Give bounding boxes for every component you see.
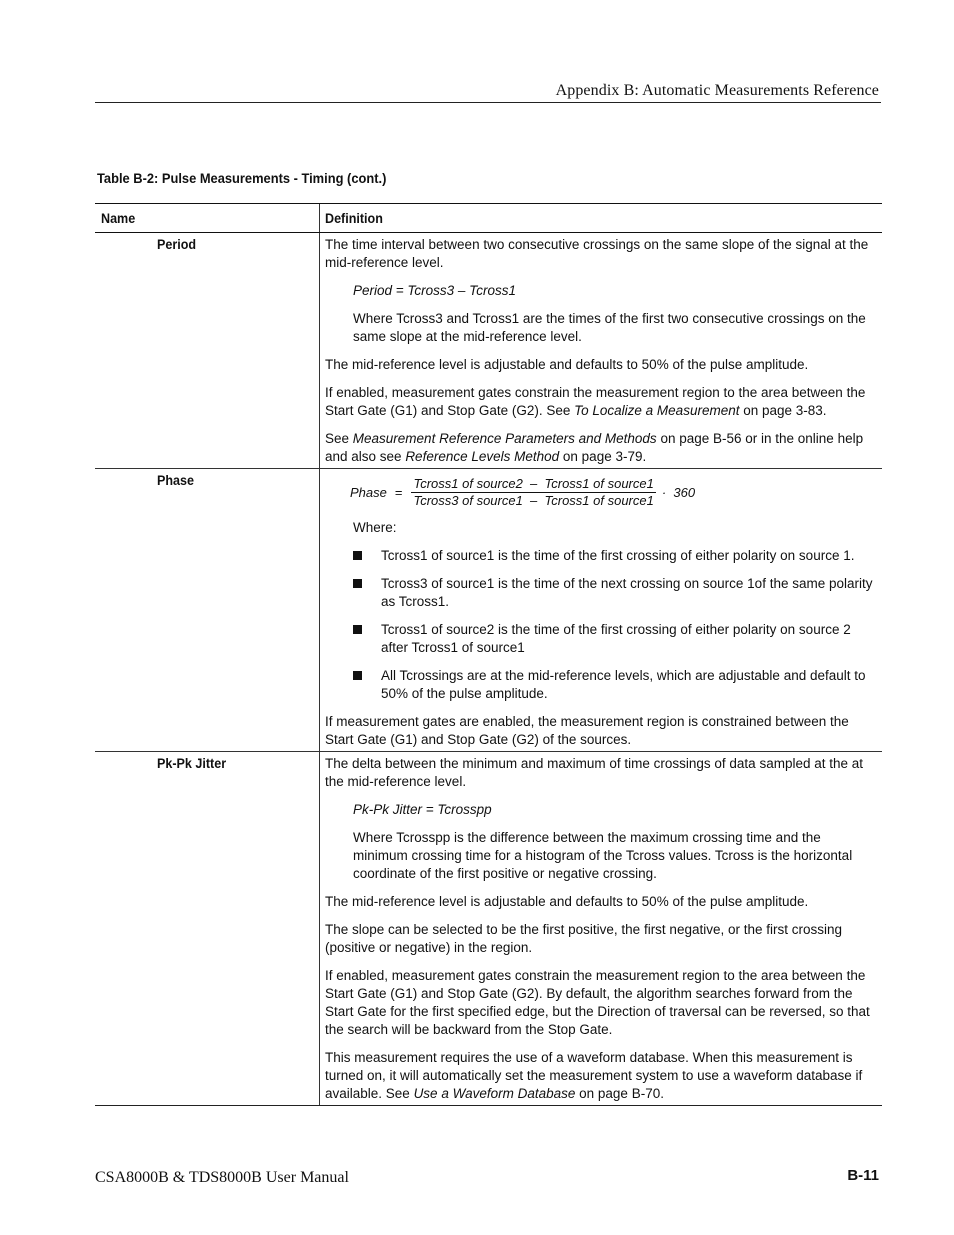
definition-text: See Measurement Reference Parameters and Methods on page B-56 or in the online help and also see Reference Levels Method on page 3-79. bbox=[325, 431, 864, 464]
cross-reference: Measurement Reference Parameters and Methods bbox=[352, 431, 657, 446]
list-item: Tcross3 of source1 is the time of the next crossing on source 1of the same polarity as Tcross1. bbox=[353, 575, 877, 611]
fraction-denominator: Tcross3 of source1 – Tcross1 of source1 bbox=[413, 493, 654, 508]
measurements-table bbox=[95, 203, 882, 1106]
cross-reference: To Localize a Measurement bbox=[574, 403, 740, 418]
definition-text: If measurement gates are enabled, the measurement region is constrained between the Start Gate (G1) and Stop Gate (G2) of the sources. bbox=[325, 714, 849, 747]
fraction bbox=[411, 476, 655, 509]
list-item: Tcross1 of source1 is the time of the first crossing of either polarity on source 1. bbox=[353, 547, 877, 565]
formula-jitter: Pk-Pk Jitter = Tcrosspp bbox=[353, 802, 492, 817]
definition-text: The time interval between two consecutive crossings on the same slope of the signal at the mid-reference level. bbox=[325, 237, 869, 270]
definition-text: The mid-reference level is adjustable and defaults to 50% of the pulse amplitude. bbox=[325, 894, 809, 909]
fraction-numerator: Tcross1 of source2 – Tcross1 of source1 bbox=[413, 476, 654, 491]
formula-phase: Phase = $\frac{\text{Tcross1 of source2 – Tcross1 of source1}}{\text{Tcross3 of source1 – Tcross1 of source1}}$ · 360 bbox=[350, 476, 696, 508]
row-name-period: Period bbox=[157, 237, 197, 252]
definition-text: The mid-reference level is adjustable and defaults to 50% of the pulse amplitude. bbox=[325, 357, 809, 372]
list-item: All Tcrossings are at the mid-reference levels, which are adjustable and default to 50% of the pulse amplitude. bbox=[353, 667, 877, 703]
table-title: Table B-2: Pulse Measurements - Timing (cont.) bbox=[97, 170, 387, 186]
definition-period bbox=[320, 233, 882, 468]
definition-text: The slope can be selected to be the first positive, the first negative, or the first crossing (positive or negative) in the region. bbox=[325, 922, 843, 955]
column-header-name: Name bbox=[95, 204, 320, 232]
definition-text: This measurement requires the use of a waveform database. When this measurement is turned on, it will automatically set the measurement system to use a waveform database if available. See Use a Waveform Database on page B-70. bbox=[325, 1050, 863, 1101]
list-item: Tcross1 of source2 is the time of the first crossing of either polarity on source 2 after Tcross1 of source1 bbox=[353, 621, 877, 657]
definition-text: If enabled, measurement gates constrain the measurement region to the area between the Start Gate (G1) and Stop Gate (G2). See To Localize a Measurement on page 3-83. bbox=[325, 385, 866, 418]
formula-period: Period = Tcross3 – Tcross1 bbox=[353, 283, 516, 298]
definition-text: Where Tcross3 and Tcross1 are the times of the first two consecutive crossings on the same slope at the mid-reference level. bbox=[353, 311, 866, 344]
column-header-definition: Definition bbox=[325, 211, 383, 226]
table-row-pk-pk-jitter bbox=[95, 751, 882, 1105]
footer-manual-title: CSA8000B & TDS8000B User Manual bbox=[95, 1169, 349, 1186]
cross-reference: Reference Levels Method bbox=[405, 449, 560, 464]
table-row-period bbox=[95, 233, 882, 468]
bullet-square-icon bbox=[353, 551, 362, 560]
bullet-square-icon bbox=[353, 671, 362, 680]
table-header-row bbox=[95, 204, 882, 233]
bullet-square-icon bbox=[353, 579, 362, 588]
row-name-pk-pk-jitter: Pk-Pk Jitter bbox=[157, 756, 227, 771]
definition-text: Where: bbox=[353, 520, 397, 535]
cross-reference: Use a Waveform Database bbox=[413, 1086, 576, 1101]
running-head: Appendix B: Automatic Measurements Reference bbox=[555, 82, 879, 99]
definition-pk-pk-jitter bbox=[320, 752, 882, 1105]
bullet-square-icon bbox=[353, 625, 362, 634]
page-number: B-11 bbox=[847, 1167, 879, 1184]
definition-text: Where Tcrosspp is the difference between the maximum crossing time and the minimum crossing time for a histogram of the Tcross values. Tcross is the horizontal coordinate of the first positive or negative crossing. bbox=[353, 830, 853, 881]
definition-text: If enabled, measurement gates constrain the measurement region to the area between the Start Gate (G1) and Stop Gate (G2). By default, the algorithm searches forward from the Start Gate for the first specified edge, but the Direction of traversal can be reversed, so that the search will be backward from the Stop Gate. bbox=[325, 968, 870, 1037]
definition-text: The delta between the minimum and maximum of time crossings of data sampled at the at the mid-reference level. bbox=[325, 756, 864, 789]
table-row-phase bbox=[95, 468, 882, 751]
row-name-phase: Phase bbox=[157, 473, 194, 488]
header-rule bbox=[95, 102, 881, 103]
definition-phase bbox=[320, 469, 882, 751]
